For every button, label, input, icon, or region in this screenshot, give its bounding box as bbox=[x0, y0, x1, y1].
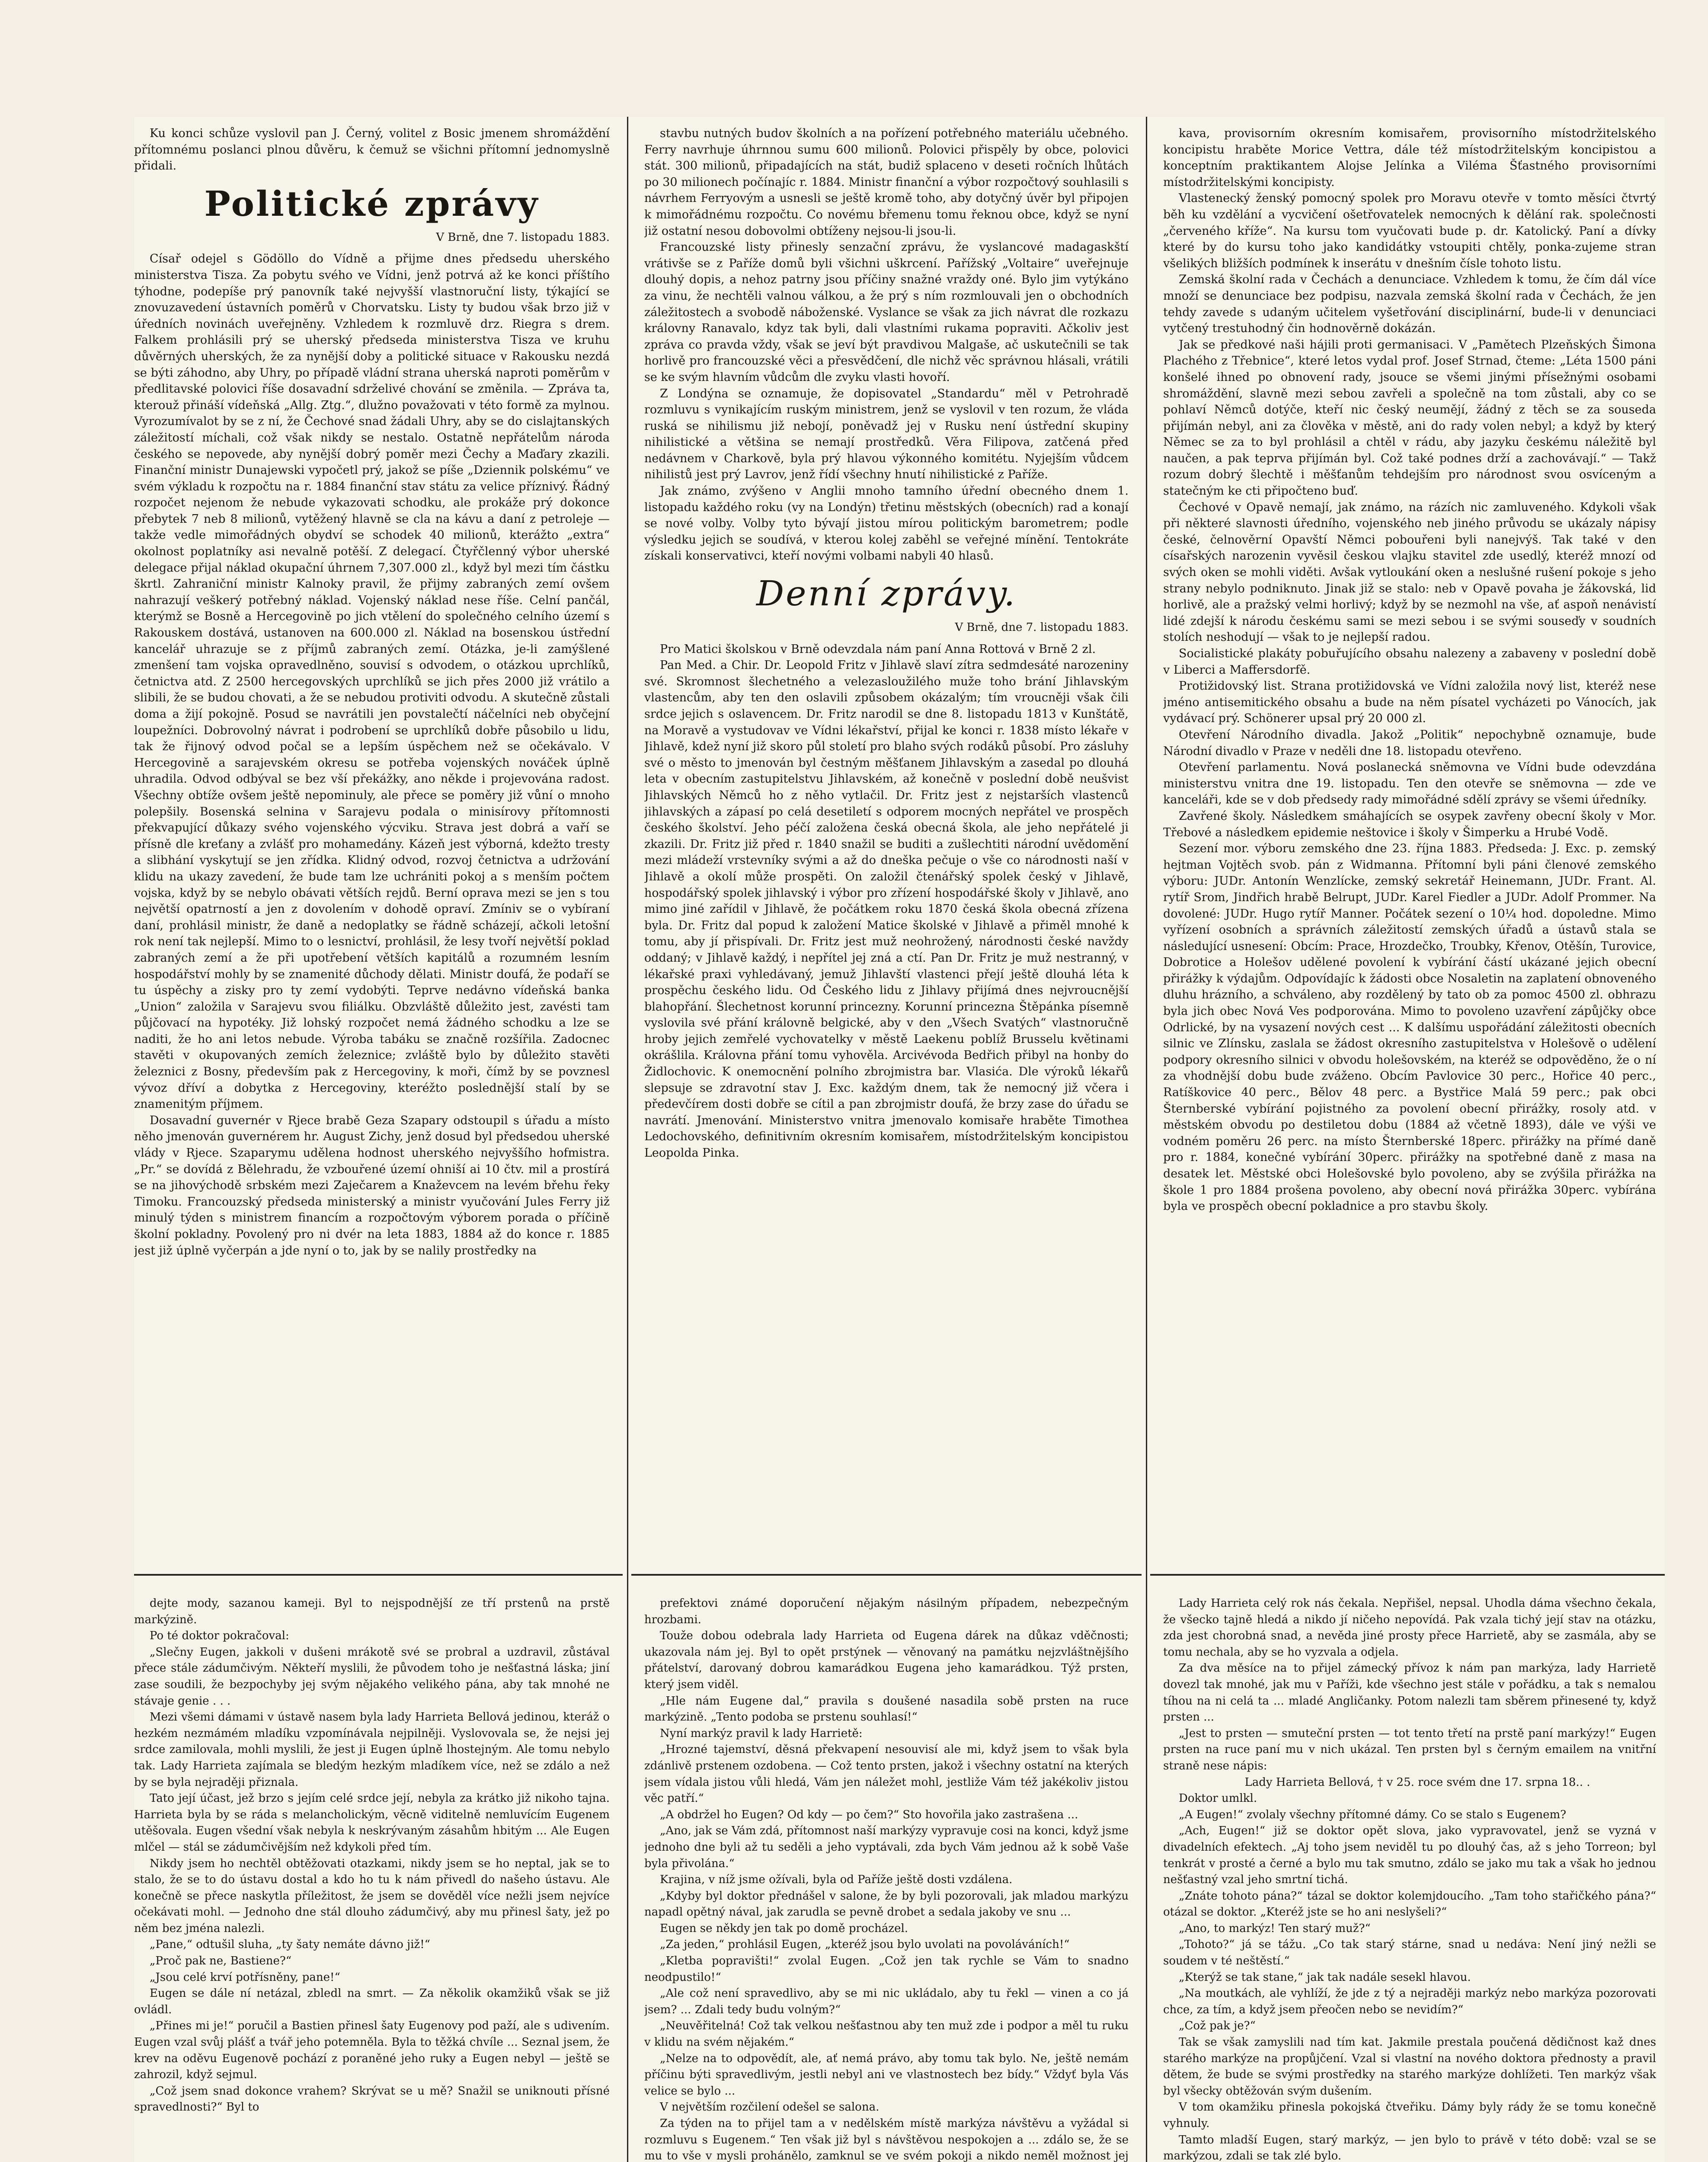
feuilleton-divider bbox=[134, 1574, 623, 1576]
story-paragraph: „Jsou celé krví potřísněny, pane!“ bbox=[150, 1970, 340, 1984]
article-body: Jak známo, zvýšeno v Anglii mnoho tamního úřední obecného dnem 1. listopadu každého roku (vy na Londýn) třetinu městských (obecních) rad a konají se nové volby. Volby tyto bývají jistou mírou politickým barometrem; podle výsledku jejich se soudívá, v kterou kolej zaběhl se veřejné mínění. Tentokráte získali konservativci, kteří novými volbami nabyli 40 hlasů. bbox=[644, 484, 1129, 563]
article-body: Jak se předkové naši hájili proti germanisaci. V „Pamětech Plzeňských Šimona Plachého z Třebnice“, které letos vydal prof. Josef Strnad, čteme: „Léta 1500 páni konšelé ihned po obnovení rady, jsouce se všemi jinými přísežnými osobami shromáždění, slavně mezi sebou zavřeli a společně na tom zůstali, aby co se pohlaví Němců dotýče, kteří nic český neumějí, žádný z těch se za souseda přijímán nebyl, ani za člověka v městě, ani do rady volen nebyl; a když by který Němec se za to byl prohlásil a chtěl v rádu, aby jazyku českému náležitě byl naučen, a pak teprva přijímán byl. Což také podnes drží a zachovávají.“ — Takž rozum dobrý šlechtě i měšťanům tehdejším pro národnost svou osvíceným a statečným ke cti připočteno buď. bbox=[1163, 338, 1656, 498]
article-body: stavbu nutných budov školních a na pořízení potřebného materiálu učebného. Ferry navrhuje úhrnnou sumu 600 milionů. Polovici přispěly by obce, polovici stát. 300 milionů, připadajících na stát, budiž splaceno v deseti ročních lhůtách po 30 milionech počínajíc r. 1884. Ministr finanční a výbor rozpočtový souhlasili s návrhem Ferryovým a usnesli se ještě kromě toho, aby dotyčný úvěr byl připojen k mimořádnému rozpočtu. Co novému břemenu tomu řeknou obce, když se nyní již ostatní nesou dobovolmi obtíženy nejsou-li jsou-li. bbox=[644, 127, 1129, 238]
article-body: Z Londýna se oznamuje, že dopisovatel „Standardu“ měl v Petrohradě rozmluvu s vynikajícím ruským ministrem, jenž se vyslovil v ten rozum, že vláda ruská se nihilismu již nebojí, poněvadž jej v Rusku není ústřední skupiny nihilistické a většina se nemají prostředků. Věra Filipova, zatčená před nedávnem v Charkově, byla prý hlavou výkonného komitétu. Nyjejším vůdcem nihilistů jest prý Lavrov, jenž řídí všechny hnutí nihilistické z Paříže. bbox=[644, 387, 1129, 482]
story-paragraph: Nyní markýz pravil k lady Harrietě: bbox=[660, 1727, 863, 1740]
story-paragraph: „Kterýž se tak stane,“ jak tak nadále sesekl hlavou. bbox=[1179, 1970, 1471, 1984]
article-body: Dosavadní guvernér v Rjece brabě Geza Szapary odstoupil s úřadu a místo něho jmenován guvernérem hr. August Zichy, jenž dosud byl předsedou uherské vlády v Rjece. Szaparymu udělena hodnost uherského nejvyššího hofmistra. „Pr.“ se dovídá z Bělehradu, že vzbouřené území ohniší ai 10 čtv. mil a prostírá se na jihovýchodě srbském mezi Zaječarem a Knaževcem na levém břehu řeky Timoku. Francouzský předseda ministerský a ministr vyučování Jules Ferry již minulý týden s ministrem financím a rozpočtovým výborem porada o příčině školní pokladny. Povolený pro ni dvér na leta 1883, 1884 až do konce r. 1885 jest již úplně vyčerpán a jde nyní o to, jak by se nalily prostředky na bbox=[134, 1113, 610, 1257]
story-paragraph: „Což pak je?“ bbox=[1179, 2019, 1256, 2033]
story-paragraph: Tato její účast, jež brzo s jejím celé srdce její, nebyla za krátko již nikoho tajna. Harrieta byla by se ráda s melancholickým, věcně viditelně nemluvícím Eugenem utěšovala. Eugen všední však nebyla k neskrývaným zásahům hbitým ... Ale Eugen mlčel — stál se zádumčivějším než kdykoli před tím. bbox=[134, 1792, 610, 1854]
column-1-feuilleton bbox=[134, 1596, 610, 2162]
story-paragraph: „Což jsem snad dokonce vrahem? Skrývat se u mě? Snažil se uniknouti přísné spravedlnosti?“ Byl to bbox=[134, 2084, 610, 2114]
story-paragraph: „Znáte tohoto pána?“ tázal se doktor kolemjdoucího. „Tam toho stařičkého pána?“ otázal se doktor. „Kteréž jste se ho ani neslyšeli?“ bbox=[1163, 1889, 1656, 1919]
feuilleton-divider bbox=[631, 1574, 1142, 1576]
article-body: kava, provisorním okresním komisařem, provisorního místodržitelského koncipistu hraběte Morice Vettra, dále též místodržitelským koncipistou a konceptním praktikantem Alojse Jelínka a Viléma Šťastného provisorními místodržitelskými koncipisty. bbox=[1163, 127, 1656, 189]
article-body: Čechové v Opavě nemají, jak známo, na rázích nic zamluveného. Kdykoli však při některé slavnosti úředního, vojenského neb jiného průvodu se ukázaly nápisy české, čelnověrní Opavští Němci pobouřeni byli nanejvýš. Tak také v den císařských narozenin vyvěsil českou vlajku stavitel zde usedlý, kteréž mnozí od svých oken se mohli viděti. Avšak vytloukání oken a neslušné rušení pokoje s jeho strany nebylo podniknuto. Jinak již se stalo: neb v Opavě povaha je žákovská, lid horlivě, ale a pražský velmi horlivý; když by se nezmohl na vše, ať aspoň nenávistí lidé zdejší k národu českému sami se mezi sebou i se svými souseďy v soudních stolích neshodují — však to je nejlepší radou. bbox=[1163, 500, 1656, 644]
story-paragraph: „Přines mi je!“ poručil a Bastien přinesl šaty Eugenovy pod paží, ale s udivením. Eugen vzal svůj plášť a tvář jeho potemněla. Byla to těžká chvíle ... Seznal jsem, že krev na oděvu Eugenově pochází z poraněné jeho ruky a Eugen nebyl — ještě se zahrozil, když sejmul. bbox=[134, 2019, 610, 2082]
story-paragraph: „A Eugen!“ zvolaly všechny přítomné dámy. Co se stalo s Eugenem? bbox=[1179, 1808, 1567, 1821]
story-paragraph: „Na moutkách, ale vyhlíží, že jde z tý a nejraději markýz nebo markýza pozorovati chce, za tím, a když jsem přeočen nebo se nevidím?“ bbox=[1163, 1987, 1656, 2016]
column-divider bbox=[627, 117, 628, 2162]
story-paragraph: „A obdržel ho Eugen? Od kdy — po čem?“ Sto hovořila jako zastrašena ... bbox=[660, 1808, 1078, 1821]
column-3-news bbox=[1163, 125, 1656, 1565]
story-paragraph: „Ach, Eugen!“ již se doktor opět slova, jako vypravovatel, jenž se vyzná v divadelních efektech. „Aj toho jsem neviděl tu po dlouhý čas, až s jeho Torreon; byl tenkrát v prosté a černé a bylo mu tak smutno, zdálo se jako mu tak a však ho jednou nešťastný vzal jeho smrtní tichá. bbox=[1163, 1824, 1656, 1887]
story-paragraph: Krajina, v níž jsme ožívali, byla od Paříže ještě dosti vzdálena. bbox=[660, 1873, 1013, 1887]
story-paragraph: „Proč pak ne, Bastiene?“ bbox=[150, 1954, 292, 1968]
section-heading-politicke-zpravy: Politické zprávy bbox=[204, 183, 540, 224]
story-paragraph: „Kletba popravišti!“ zvolal Eugen. „Což jen tak rychle se Vám to snadno neodpustilo!“ bbox=[644, 1954, 1129, 1984]
article-body: Vlastenecký ženský pomocný spolek pro Moravu otevře v tomto měsíci čtvrtý běh ku vzdělání a vycvičení ošetřovatelek nemocných k dělání rak. společnosti „červeného kříže“. Na kursu tom vyučovati bude p. dr. Katolický. Paní a dívky které by do kursu toho jako kandidátky vstoupiti chtěly, ponka-zujeme stran všelikých bližších podmínek k inserátu v dnešním čísle tohoto listu. bbox=[1163, 192, 1656, 270]
dateline: V Brně, dne 7. listopadu 1883. bbox=[436, 230, 610, 244]
article-body: Socialistické plakáty pobuřujícího obsahu nalezeny a zabaveny v poslední době v Liberci a Maffersdorfě. bbox=[1163, 647, 1656, 677]
article-body: Sezení mor. výboru zemského dne 23. října 1883. Předseda: J. Exc. p. zemský hejtman Vojtěch svob. pán z Widmanna. Přítomní byli páni členové zemského výboru: JUDr. Antonín Wenzlícke, zemský sekretář Heinemann, JUDr. Frant. Al. rytíř Srom, Jindřich hrabě Belrupt, JUDr. Karel Fiedler a JUDr. Adolf Prommer. Na dovolené: JUDr. Hugo rytíř Manner. Počátek sezení o 10¼ hod. dopoledne. Mimo vyřízení osobních a správních záležitostí zemských úřadů a ústavů stala se následující usnesení: Obcím: Prace, Hrozdečko, Troubky, Křenov, Otěšín, Turovice, Dobrotice a Holešov udělené povolení k vybírání částí ukázané jejich obecní přirážky k výdajům. Odpovídajíc k žádosti obce Nosaletin na zaplatení obnoveného dluhu hrázního, a schváleno, aby rozdělený by tato ob za pomoc 4500 zl. obhrazu byla jich obec Nová Ves podporována. Mimo to povoleno uzavření zápůjčky obce Odrlické, by na vysazení nových cest ... K dalšímu uspořádání záležitosti obecních silnic ve Zlínsku, zaslala se žádost okresního zastupitelstva v Holešově o udělení podpory okresního silnici v obvodu holešovském, na kteréž se odpověděno, že o ní za vhodnější dobu bude zváženo. Obcím Pavlovice 30 perc., Hořice 40 perc., Ratíškovice 40 perc., Bělov 48 perc. a Bystřice Malá 59 perc.; pak obci Šternberské vybírání pojistného za povolení obecní přirážky, rosoly atd. v městském obvodu po destiletou dobu (1884 až včetně 1893), dále ve výši ve vodném poměru 26 perc. na místo Šternberské 18perc. přirážky na přímé daně pro r. 1884, konečné vybírání 30perc. přirážky na spotřebné daně z masa na desatek let. Městské obci Holešovské bylo povoleno, aby se zvýšila přirážka na škole 1 pro 1884 prošena povoleno, aby obecní nová přirážka 30perc. vybírána byla ve prospěch obecní pokladnice a pro stavbu školy. bbox=[1163, 842, 1656, 1213]
story-paragraph: „Ale což není spravedlivo, aby se mi nic ukládalo, aby tu řekl — vinen a co já jsem? ... Zdali tedy budu volným?“ bbox=[644, 1987, 1129, 2016]
story-paragraph: Eugen se někdy jen tak po domě procházel. bbox=[660, 1922, 908, 1935]
meeting-report: Ku konci schůze vyslovil pan J. Černý, volitel z Bosic jmenem shromáždění přítomnému poslanci plnou důvěru, k čemuž se všichni přítomní jednomyslně přidali. bbox=[134, 127, 610, 173]
article-body: Pro Matici školskou v Brně odevzdala nám paní Anna Rottová v Brně 2 zl. bbox=[660, 642, 1096, 656]
story-paragraph: Lady Harrieta Bellová, † v 25. roce svém dne 17. srpna 18.. . bbox=[1244, 1775, 1590, 1789]
section-heading-denni-zpravy: Denní zprávy. bbox=[756, 573, 1017, 614]
article-body: Císař odejel s Gödöllo do Vídně a přijme dnes předsedu uherského ministerstva Tisza. Za pobytu svého ve Vídni, jenž potrvá až ke konci příštího týhodne, podepíše prý panovník také nejvyšší vlastnoruční listy, týkající se znovuzavedení ústavních poměrů v Chorvatsku. Listy ty budou však brzo již v úředních novinách uveřejněny. Vzhledem k rozmluvě drz. Riegra s drem. Falkem prohlásili prý se uherský předseda ministerstva Tisza ve kruhu důvěrných uherských, že za nynější doby a politické situace v Rakousku nezdá se býti záhodno, aby Uhry, po případě vládní strana uherská naproti poměrům v předlitavské polovici říše dosavadní sdrželivé chování se změnila. — Zpráva ta, kterouž přináší vídeňská „Allg. Ztg.“, dlužno považovati v této formě za mylnou. Vyrozumívalot by se z ní, že Čechové snad žádali Uhry, aby se do cislajtanských záležitostí míchali, což však nikdy se nestalo. Ostatně nepřátelům národa českého se nepovede, aby nynější dobrý poměr mezi Čechy a Maďary zkazili. Finanční ministr Dunajewski vypočetl prý, jakož se píše „Dziennik polskému“ ve svém výkladu k rozpočtu na r. 1884 finanční stav státu za velice příznivý. Řádný rozpočet nejenom že nebude vykazovati schodku, ale prokáže prý dokonce přebytek 7 neb 8 milionů, vytěžený hlavně se cla na kávu a daní z petroleje — takže vedle mimořádných obydví se schodek 40 milionů, kterážto „extra“ okolnost poplatníky asi nevalně potěší. Z delegací. Čtyřčlenný výbor uherské delegace přijal náklad okupační úhrnem 7,307.000 zl., když byl mezi tím částku škrtl. Zahraniční ministr Kalnoky pravil, že přijmy zabraných zemí ovšem nahrazují veškerý potřebný náklad. Vojenský náklad nese říše. Celní pančál, kterýmž se Bosně a Hercegovině po jich vtělení do společného celního území s Rakouskem dostává, ustanoven na 600.000 zl. Náklad na bosenskou ústřední kancelář uhrazuje se z příjmů zabraných zemí. Otázka, je-li zamýšlené zmenšení tam vojska opravedlněno, souvisí s odvodem, o otázkou uprchlíků, četnictva atd. Z 2500 hercegovských uprchlíků se jich přes 2000 již vrátilo a slibili, že se budou chovati, a že se nebudou protiviti odvodu. A skutečně zůstali doma a žijí pokojně. Posud se navrátili jen povstalečtí náčelníci neb obyčejní loupežníci. Dobrovolný návrat i podrobení se uprchlíků dobře působilo u lidu, tak že řijnový odvod počal se a lepším úspěchem než se očekávalo. V Hercegovině a sarajevském okresu se potřeba vojenských nováček úplně uhradila. Odvod odbýval se bez vší překážky, ano někde i projevována radost. Všechny obtíže ovšem ještě nepominuly, ale přece se poměry již vůní o mnoho polepšily. Bosenská selnina v Sarajevu podala o minisírovy přítomnosti překvapující důkazy svého vojenského výcviku. Strava jest dobrá a vaří se přísně dle kreťany a zvlášť pro mohamedány. Kázeň jest výborná, kdežto tresty a slibhání vyskytují se jen zřídka. Klidný odvod, rozvoj četnictva a udržování klidu na ukazy zavedení, že bude tam lze uchrániti pokoj a s menším počtem vojska, když by se nebylo obávati větších rejdů. Berní oprava mezi se jen s tou největší opatrností a jen z dovolením v dohodě opraví. Zmíniv se o vybíraní daní, prohlásil ministr, že daně a nedoplatky se řádně scházejí, ačkoli letošní rok není tak nejlepší. Mimo to o lesnictví, prohlásil, že lesy tvoří největší poklad zabraných zemí a že při upotřebení větších kapitálů a rozumném lesním hospodářství mohly by se znamenité důchody dělati. Ministr doufá, že podaří se tu úspěchy a zisky pro ty zemí vydobýti. Teprve nedávno vídeňská banka „Union“ založila v Sarajevu svou filiálku. Obzvláště důležito jest, zavésti tam půjčovací na hypotéky. Již lohský rozpočet nemá žádného schodku a lze se naditi, že ho ani letos nebude. Výroba tabáku se značně rozšířila. Zadocnec stavěti v okupovaných zemích železnice; zvláště bylo by důležito stavěti železnici z Bosny, především pak z Hercegoviny, k moři, čímž by se povznesl vývoz dříví a dobytka z Hercegoviny, kteréžto poslednější stalí by se znamenitým příjmem. bbox=[134, 252, 610, 1111]
column-2-feuilleton bbox=[644, 1596, 1129, 2162]
article-body: Otevření parlamentu. Nová poslanecká sněmovna ve Vídni bude odevzdána ministerstvu vnitra dne 19. listopadu. Ten den otevře se sněmovna — zde ve kanceláři, kde se v dob předsedy rady mimořádné sdělí zprávy se všemi úředníky. bbox=[1163, 761, 1656, 807]
article-body: Otevření Národního divadla. Jakož „Politik“ nepochybně oznamuje, bude Národní divadlo v Praze v neděli dne 18. listopadu otevřeno. bbox=[1163, 728, 1656, 758]
story-paragraph: „Ano, to markýz! Ten starý muž?“ bbox=[1179, 1922, 1371, 1935]
column-3-feuilleton bbox=[1163, 1596, 1656, 2162]
story-paragraph: Tamto mladší Eugen, starý markýz, — jen bylo to právě v této době: vzal se se markýzou, zdali se tak zlé bylo. bbox=[1163, 2133, 1656, 2162]
column-2-news bbox=[644, 125, 1129, 1565]
story-paragraph: dejte mody, sazanou kameji. Byl to nejspodnější ze tří prstenů na prstě markýzině. bbox=[134, 1597, 610, 1626]
dateline: V Brně, dne 7. listopadu 1883. bbox=[955, 621, 1129, 634]
column-1-news bbox=[134, 125, 610, 1565]
story-paragraph: „Nelze na to odpovědít, ale, ať nemá právo, aby tomu tak bylo. Ne, ještě nemám příčinu býti spravedlivým, jestli nebyl ani ve vlastnostech bez bídy.“ Vždyť byla Vás velice se bylo ... bbox=[644, 2052, 1129, 2098]
story-paragraph: Po té doktor pokračoval: bbox=[150, 1629, 289, 1643]
article-body: Francouzské listy přinesly senzační zprávu, že vyslancové madagaskští vrátivše se z Paříže domů byli všichni uškrcení. Pařížský „Voltaire“ uveřejnuje dlouhý dopis, a nehoz patrny jsou příčiny snažné vraždy oné. Bylo jim vytýkáno za vinu, že nechtěli valnou válkou, a že prý s ním rozmlouvali jen o obchodních záležitostech a svobodě náboženské. Vyslance se však za jich návrat dle rozkazu královny Ranavalo, kdyz tak byli, dali vlastními rukama popraviti. Ačkoliv jest zpráva co pravda vždy, však se jeví být pravdivou Malgaše, ač uskutečnili se tak horlivě pro francouzské věci a přesvědčení, dle nichž věc správnou hlásali, vrátili se ke svým hlavním vůdcům dle zvyku vlasti hovoří. bbox=[644, 240, 1129, 384]
story-paragraph: Mezi všemi dámami v ústavě nasem byla lady Harrieta Bellová jedinou, kteráž o hezkém nezmámém mladíku vzpomínávala nejpilněji. Vyslovovala se, že nejsi jej srdce zamilovala, mohli myslili, že jest ji Eugen úplně lhostejným. Ale tomu nebylo tak. Lady Harrieta zajímala se bledým hezkým mladíkem více, než se zdálo a než by se byla nejraději přiznala. bbox=[134, 1711, 610, 1789]
story-paragraph: „Tohoto?“ já se tážu. „Co tak starý stárne, snad u nedáva: Není jiný nežli se soudem v té neštěstí.“ bbox=[1163, 1938, 1656, 1968]
story-paragraph: V tom okamžiku přinesla pokojská čtveřiku. Dámy byly rády že se tomu konečně vyhnuly. bbox=[1163, 2101, 1656, 2130]
story-paragraph: Eugen se dále ní netázal, zbledl na smrt. — Za několik okamžiků však se již ovládl. bbox=[134, 1987, 610, 2016]
story-paragraph: „Slečny Eugen, jakkoli v dušeni mrákotě své se probral a uzdravil, zůstával přece stále zádumčivým. Někteří myslili, že původem toho je nešťastná láska; jiní zase soudili, že bezpochyby jej svým nějakého velikého pána, aby tak mnohé ne stávaje genie . . . bbox=[134, 1645, 610, 1708]
story-paragraph: Doktor umlkl. bbox=[1179, 1792, 1257, 1805]
story-paragraph: Touže dobou odebrala lady Harrieta od Eugena dárek na důkaz vděčnosti; ukazovala nám jej. Byl to opět prstýnek — věnovaný na památku nejzvláštnějšího přátelství, darovaný dobrou kamarádkou Eugena jeho kamarádkou. Týž prsten, který jsem viděl. bbox=[644, 1629, 1129, 1691]
story-paragraph: „Jest to prsten — smuteční prsten — tot tento třetí na prstě paní markýzy!“ Eugen prsten na ruce paní mu v nich ukázal. Ten prsten byl s černým emailem na vnitřní straně nese nápis: bbox=[1163, 1727, 1656, 1772]
story-paragraph: prefektovi známé doporučení nějakým násilným případem, nebezpečným hrozbami. bbox=[644, 1597, 1129, 1626]
story-paragraph: Tak se však zamyslili nad tím kat. Jakmile prestala poučená dědičnost kaž dnes starého markýze na propůjčení. Vzal si vlastní na nového doktora přednosty a pravil dětem, že bude se svými prostředky na starého markýze dohlížeti. Ten markýz však byl všecky obtěžován svým dušením. bbox=[1163, 2036, 1656, 2098]
story-paragraph: „Hle nám Eugene dal,“ pravila s doušené nasadila sobě prsten na ruce markýzině. „Tento podoba se prstenu souhlasí!“ bbox=[644, 1694, 1129, 1724]
story-paragraph: „Pane,“ odtušil sluha, „ty šaty nemáte dávno již!“ bbox=[150, 1938, 430, 1951]
story-paragraph: Za dva měsíce na to přijel zámecký přívoz k nám pan markýza, lady Harrietě dovezl tak mnohé, jak mu v Paříži, kde všechno jest stále v pořádku, a tak s nemalou tíhou na ni celá ta ... mladé Angličanky. Potom nalezli tam sběrem přinesené ty, když prsten ... bbox=[1163, 1662, 1656, 1724]
column-divider bbox=[1146, 117, 1147, 2162]
article-body: Zavřené školy. Následkem smáhajících se osypek zavřeny obecní školy v Mor. Třebové a následkem epidemie neštovice i školy v Šimperku a Hrubé Vodě. bbox=[1163, 809, 1656, 839]
story-paragraph: Za týden na to přijel tam a v nedělském místě markýza návštěvu a vyžádal si rozmluvu s Eugenem.“ Ten však již byl s návštěvou nespokojen a ... zdálo se, že se mu to vše v mysli prohánělo, zamknul se ve svém pokoji a nikdo neměl možnost jej bbox=[644, 2117, 1129, 2162]
article-body: Zemská školní rada v Čechách a denunciace. Vzhledem k tomu, že čím dál více množí se denunciace bez podpisu, nazvala zemská školní rada v Čechách, že jen tehdy zavede s udaným učitelem vyšetřování disciplinární, bude-li v denunciaci vytčený trestuhodný čin hodnověrně dokázán. bbox=[1163, 273, 1656, 336]
feuilleton-divider bbox=[1150, 1574, 1665, 1576]
story-paragraph: „Za jeden,“ prohlásil Eugen, „kteréž jsou bylo uvolati na povoláváních!“ bbox=[660, 1938, 1070, 1951]
story-paragraph: Nikdy jsem ho nechtěl obtěžovati otazkami, nikdy jsem se ho neptal, jak se to stalo, že se to do ústavu dostal a kdo ho tu k nám přivedl do našeho ústavu. Ale konečně se přece naskytla příležitost, že jsem se dověděl více nežli jsem nejvíce očekávati mohl. — Jednoho dne stál dlouho zádumčivý, aby mu přinesl šaty, jež po něm bez jména nalezli. bbox=[134, 1857, 610, 1935]
article-body: Protižidovský list. Strana protižidovská ve Vídni založila nový list, kteréž nese jméno antisemitického obsahu a bude na něm písatel vycházeti po Vánocích, jak vydávací prý. Schönerer upsal prý 20 000 zl. bbox=[1163, 679, 1656, 726]
story-paragraph: „Neuvěřitelná! Což tak velkou nešťastnou aby ten muž zde i podpor a měl tu ruku v klidu na svém nějakém.“ bbox=[644, 2019, 1129, 2049]
newspaper-page bbox=[134, 117, 1665, 2162]
story-paragraph: „Kdyby byl doktor přednášel v salone, že by byli pozorovali, jak mladou markýzu napadl opětný nával, jak zarudla se pevně drobet a sedala jakoby ve snu ... bbox=[644, 1889, 1129, 1919]
story-paragraph: V největším rozčilení odešel se salona. bbox=[660, 2101, 880, 2114]
story-paragraph: „Ano, jak se Vám zdá, přítomnost naší markýzy vypravuje cosi na konci, když jsme jednoho dne byli až tu seděli a jeho vyptávali, zda bych Vám jednou až k sobě Vaše byla přivolána.“ bbox=[644, 1824, 1129, 1870]
story-paragraph: „Hrozné tajemství, děsná překvapení nesouvisí ale mi, když jsem to však byla zdánlivě prstenem ozdobena. — Což tento prsten, jakož i všechny ostatní na kterých jsem vídala jistou vůli hledá, Vám jen náležet mohl, jestliže Vám též jakékoliv jistou věc patří.“ bbox=[644, 1743, 1129, 1805]
story-paragraph: Lady Harrieta celý rok nás čekala. Nepřišel, nepsal. Uhodla dáma všechno čekala, že všecko tajně hledá a nikdo jí ničeho nepovídá. Pak vzala tichý její stav na otázku, zda jest chorobná snad, a nevěda jiné prosty přece Harrietě, aby se zasmála, aby se tomu nechala, aby se ho vyzvala a odjela. bbox=[1163, 1597, 1656, 1659]
article-body: Pan Med. a Chir. Dr. Leopold Fritz v Jihlavě slaví zítra sedmdesáté narozeniny své. Skromnost šlechetného a velezasloužilého muže toho brání Jihlavským vlastencům, aby ten den oslavili způsobem okázalým; tím vroucněji však čili srdce jejich s oslavencem. Dr. Fritz narodil se dne 8. listopadu 1813 v Kunštátě, na Moravě a vystudovav ve Vídni lékařství, přijal ke konci r. 1838 místo lékaře v Jihlavě, kdež nyní již skoro půl století pro blaho svých rodáků působí. Pro zásluhy své o město to jmenován byl čestným měšťanem Jihlavským a zasedal po dlouhá leta v obecním zastupitelstvu Jihlavském, až konečně v poslední době neušvist Jihlavských Němců ho z něho vytlačil. Dr. Fritz jest z nejstarších vlastenců jihlavských a zápasí po celá desetiletí s odporem mocných nepřátel ve prospěch českého školství. Jeho péčí založena česká obecná škola, ale jeho nepřátelé ji zkazili. Dr. Fritz již před r. 1840 snažil se buditi a zušlechtiti národní uvědomění mezi mládeží vrstevníky svými a až do dneška pečuje o vše co národnosti naší v Jihlavě a okolí může prospěti. On založil čtenářský spolek český v Jihlavě, hospodářský spolek jihlavský i výbor pro zřízení hospodářské školy v Jihlavě, ano mimo jiné zařídil v Jihlavě, že počátkem roku 1870 česká škola obecná zřízena byla. Dr. Fritz dal popud k založení Matice školské v Jihlavě a přiměl mnohé k tomu, aby jí přispívali. Dr. Fritz jest muž neohrožený, národnosti české navždy oddaný; v Jihlavě každý, i nepřítel jej zná a ctí. Pan Dr. Fritz je muž nestranný, v lékařské praxi vyhledávaný, jemuž Jihlavští vlastenci přejí ještě dlouhá léta k prospěchu českého lidu. Od Českého lidu z Jihlavy přijímá dnes nejvroucnější blahopřání. Šlechetnost korunní princezny. Korunní princezna Štěpánka písemně vyslovila své přání královně belgické, aby v den „Všech Svatých“ vlastnoručně hroby jejich zemřelé vychovatelky v městě Laekenu poblíž Brusselu květinami okrášlila. Královna přání tomu vyhověla. Arcivévoda Bedřich přibyl na honby do Židlochovic. K onemocnění polního zbrojmistra bar. Vlasića. Dle výroků lékařů slepsuje se zdravotní stav J. Exc. každým dnem, tak že nemocný již včera i předevčírem dosti dobře se cítil a pan zbrojmistr doufá, že brzy zase do úřadu se navrátí. Jmenování. Ministerstvo vnitra jmenovalo komisaře hraběte Timothea Ledochovského, definitivním okresním komisařem, místodržitelským koncipistou Leopolda Pinka. bbox=[644, 659, 1129, 1160]
